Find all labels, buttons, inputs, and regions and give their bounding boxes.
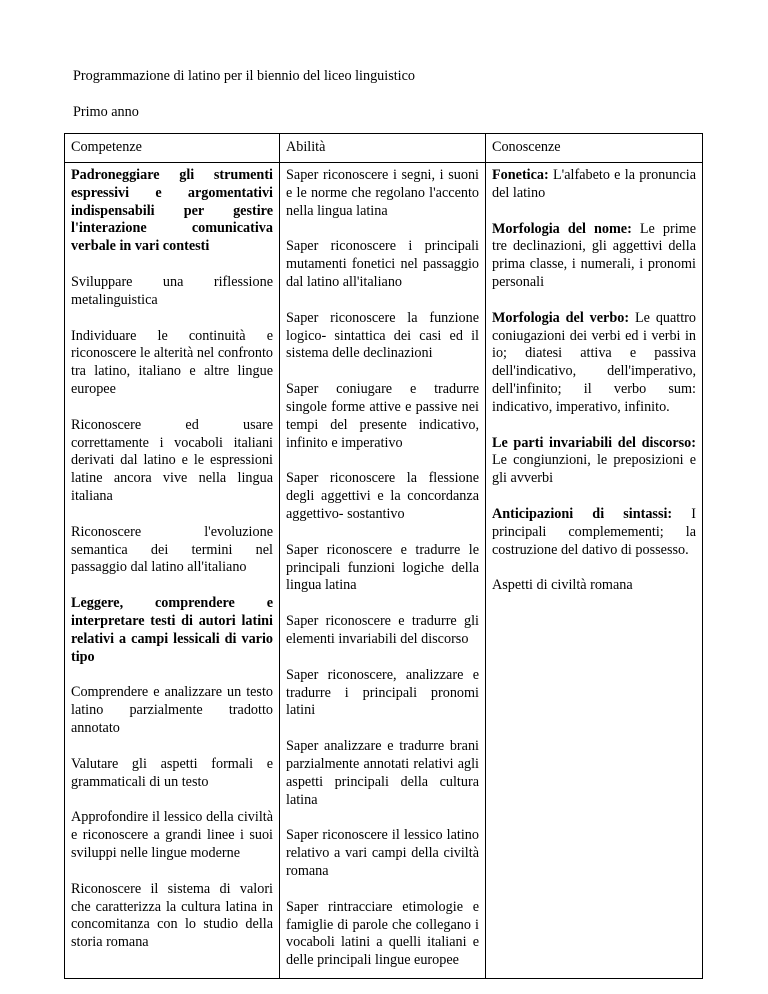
conoscenza-text: Le prime tre declinazioni, gli aggettivi della prima classe, i numerali, i pronomi personali <box>492 220 696 290</box>
competenza-item: Approfondire il lessico della civiltà e riconoscere a grandi linee i suoi sviluppi nelle lingue moderne <box>71 809 273 861</box>
table-header-row <box>65 134 703 163</box>
competenze-cell <box>65 163 280 979</box>
conoscenza-item <box>492 506 696 559</box>
conoscenza-item <box>492 310 696 417</box>
conoscenza-text: Le quattro coniugazioni dei verbi ed i verbi in io; diatesi attiva e passiva dell'indicativo, dell'imperativo, dell'infinito; il verbo sum: indicativo, imperativo, infinito. <box>492 309 697 415</box>
abilita-item: Saper riconoscere la flessione degli aggettivi e la concordanza aggettivo- sostantivo <box>286 470 479 522</box>
abilita-item: Saper riconoscere e tradurre gli elementi invariabili del discorso <box>286 613 479 647</box>
conoscenza-item <box>492 221 696 292</box>
competenza-item: Valutare gli aspetti formali e grammaticali di un testo <box>71 755 273 790</box>
competenza-item: Sviluppare una riflessione metalinguistica <box>71 273 273 308</box>
header-competenze: Competenze <box>65 134 280 163</box>
table-row <box>65 163 703 979</box>
abilita-item: Saper coniugare e tradurre singole forme attive e passive nei tempi del presente indicativo, infinito e imperativo <box>286 381 479 451</box>
year-heading: Primo anno <box>73 104 139 120</box>
abilita-item: Saper rintracciare etimologie e famiglie di parole che collegano i vocaboli latini a quelli italiani e delle principali lingue europee <box>286 898 479 969</box>
conoscenza-text: Aspetti di civiltà romana <box>492 577 633 594</box>
abilita-cell <box>280 163 486 979</box>
competenza-item: Riconoscere l'evoluzione semantica dei termini nel passaggio dal latino all'italiano <box>71 523 273 576</box>
abilita-item: Saper riconoscere e tradurre le principali funzioni logiche della lingua latina <box>286 541 479 594</box>
competenza-item: Individuare le continuità e riconoscere le alterità nel confronto tra latino, italiano e altre lingue europee <box>71 327 273 397</box>
competenza-item: Riconoscere ed usare correttamente i vocaboli italiani derivati dal latino e le espressioni latine ancora vive nella lingua italiana <box>71 416 273 504</box>
abilita-item: Saper riconoscere i principali mutamenti fonetici nel passaggio dal latino all'italiano <box>286 238 479 290</box>
conoscenza-text: I principali complemementi; la costruzione del dativo di possesso. <box>492 505 697 558</box>
conoscenze-cell <box>486 163 703 979</box>
competenza-item: Comprendere e analizzare un testo latino parzialmente tradotto annotato <box>71 684 273 736</box>
conoscenza-topic: Le parti invariabili del discorso: <box>492 434 696 451</box>
competenza-item: Padroneggiare gli strumenti espressivi e argomentativi indispensabili per gestire l'interazione comunicativa verbale in vari contesti <box>71 167 273 255</box>
conoscenza-topic: Anticipazioni di sintassi: <box>492 505 673 522</box>
competenza-item: Riconoscere il sistema di valori che caratterizza la cultura latina in concomitanza con lo studio della storia romana <box>71 880 273 951</box>
programme-table <box>64 133 703 979</box>
conoscenza-item <box>492 577 696 595</box>
conoscenza-topic: Morfologia del nome: <box>492 220 632 237</box>
abilita-item: Saper riconoscere il lessico latino relativo a vari campi della civiltà romana <box>286 827 479 879</box>
conoscenza-item <box>492 167 696 203</box>
abilita-item: Saper riconoscere i segni, i suoni e le norme che regolano l'accento nella lingua latina <box>286 167 479 219</box>
conoscenza-item <box>492 435 696 488</box>
abilita-item: Saper riconoscere la funzione logico- sintattica dei casi ed il sistema delle declinazioni <box>286 309 479 362</box>
header-conoscenze: Conoscenze <box>486 134 703 163</box>
page-title: Programmazione di latino per il biennio del liceo linguistico <box>73 68 415 84</box>
abilita-item: Saper analizzare e tradurre brani parzialmente annotati relativi agli aspetti principali della cultura latina <box>286 738 479 808</box>
conoscenza-text: Le congiunzioni, le preposizioni e gli avverbi <box>492 452 696 487</box>
abilita-item: Saper riconoscere, analizzare e tradurre i principali pronomi latini <box>286 666 479 719</box>
conoscenza-text: L'alfabeto e la pronuncia del latino <box>492 167 696 201</box>
conoscenza-topic: Fonetica: <box>492 167 549 183</box>
competenza-item: Leggere, comprendere e interpretare testi di autori latini relativi a campi lessicali di vario tipo <box>71 595 273 665</box>
header-abilita: Abilità <box>280 134 486 163</box>
conoscenza-topic: Morfologia del verbo: <box>492 309 630 326</box>
